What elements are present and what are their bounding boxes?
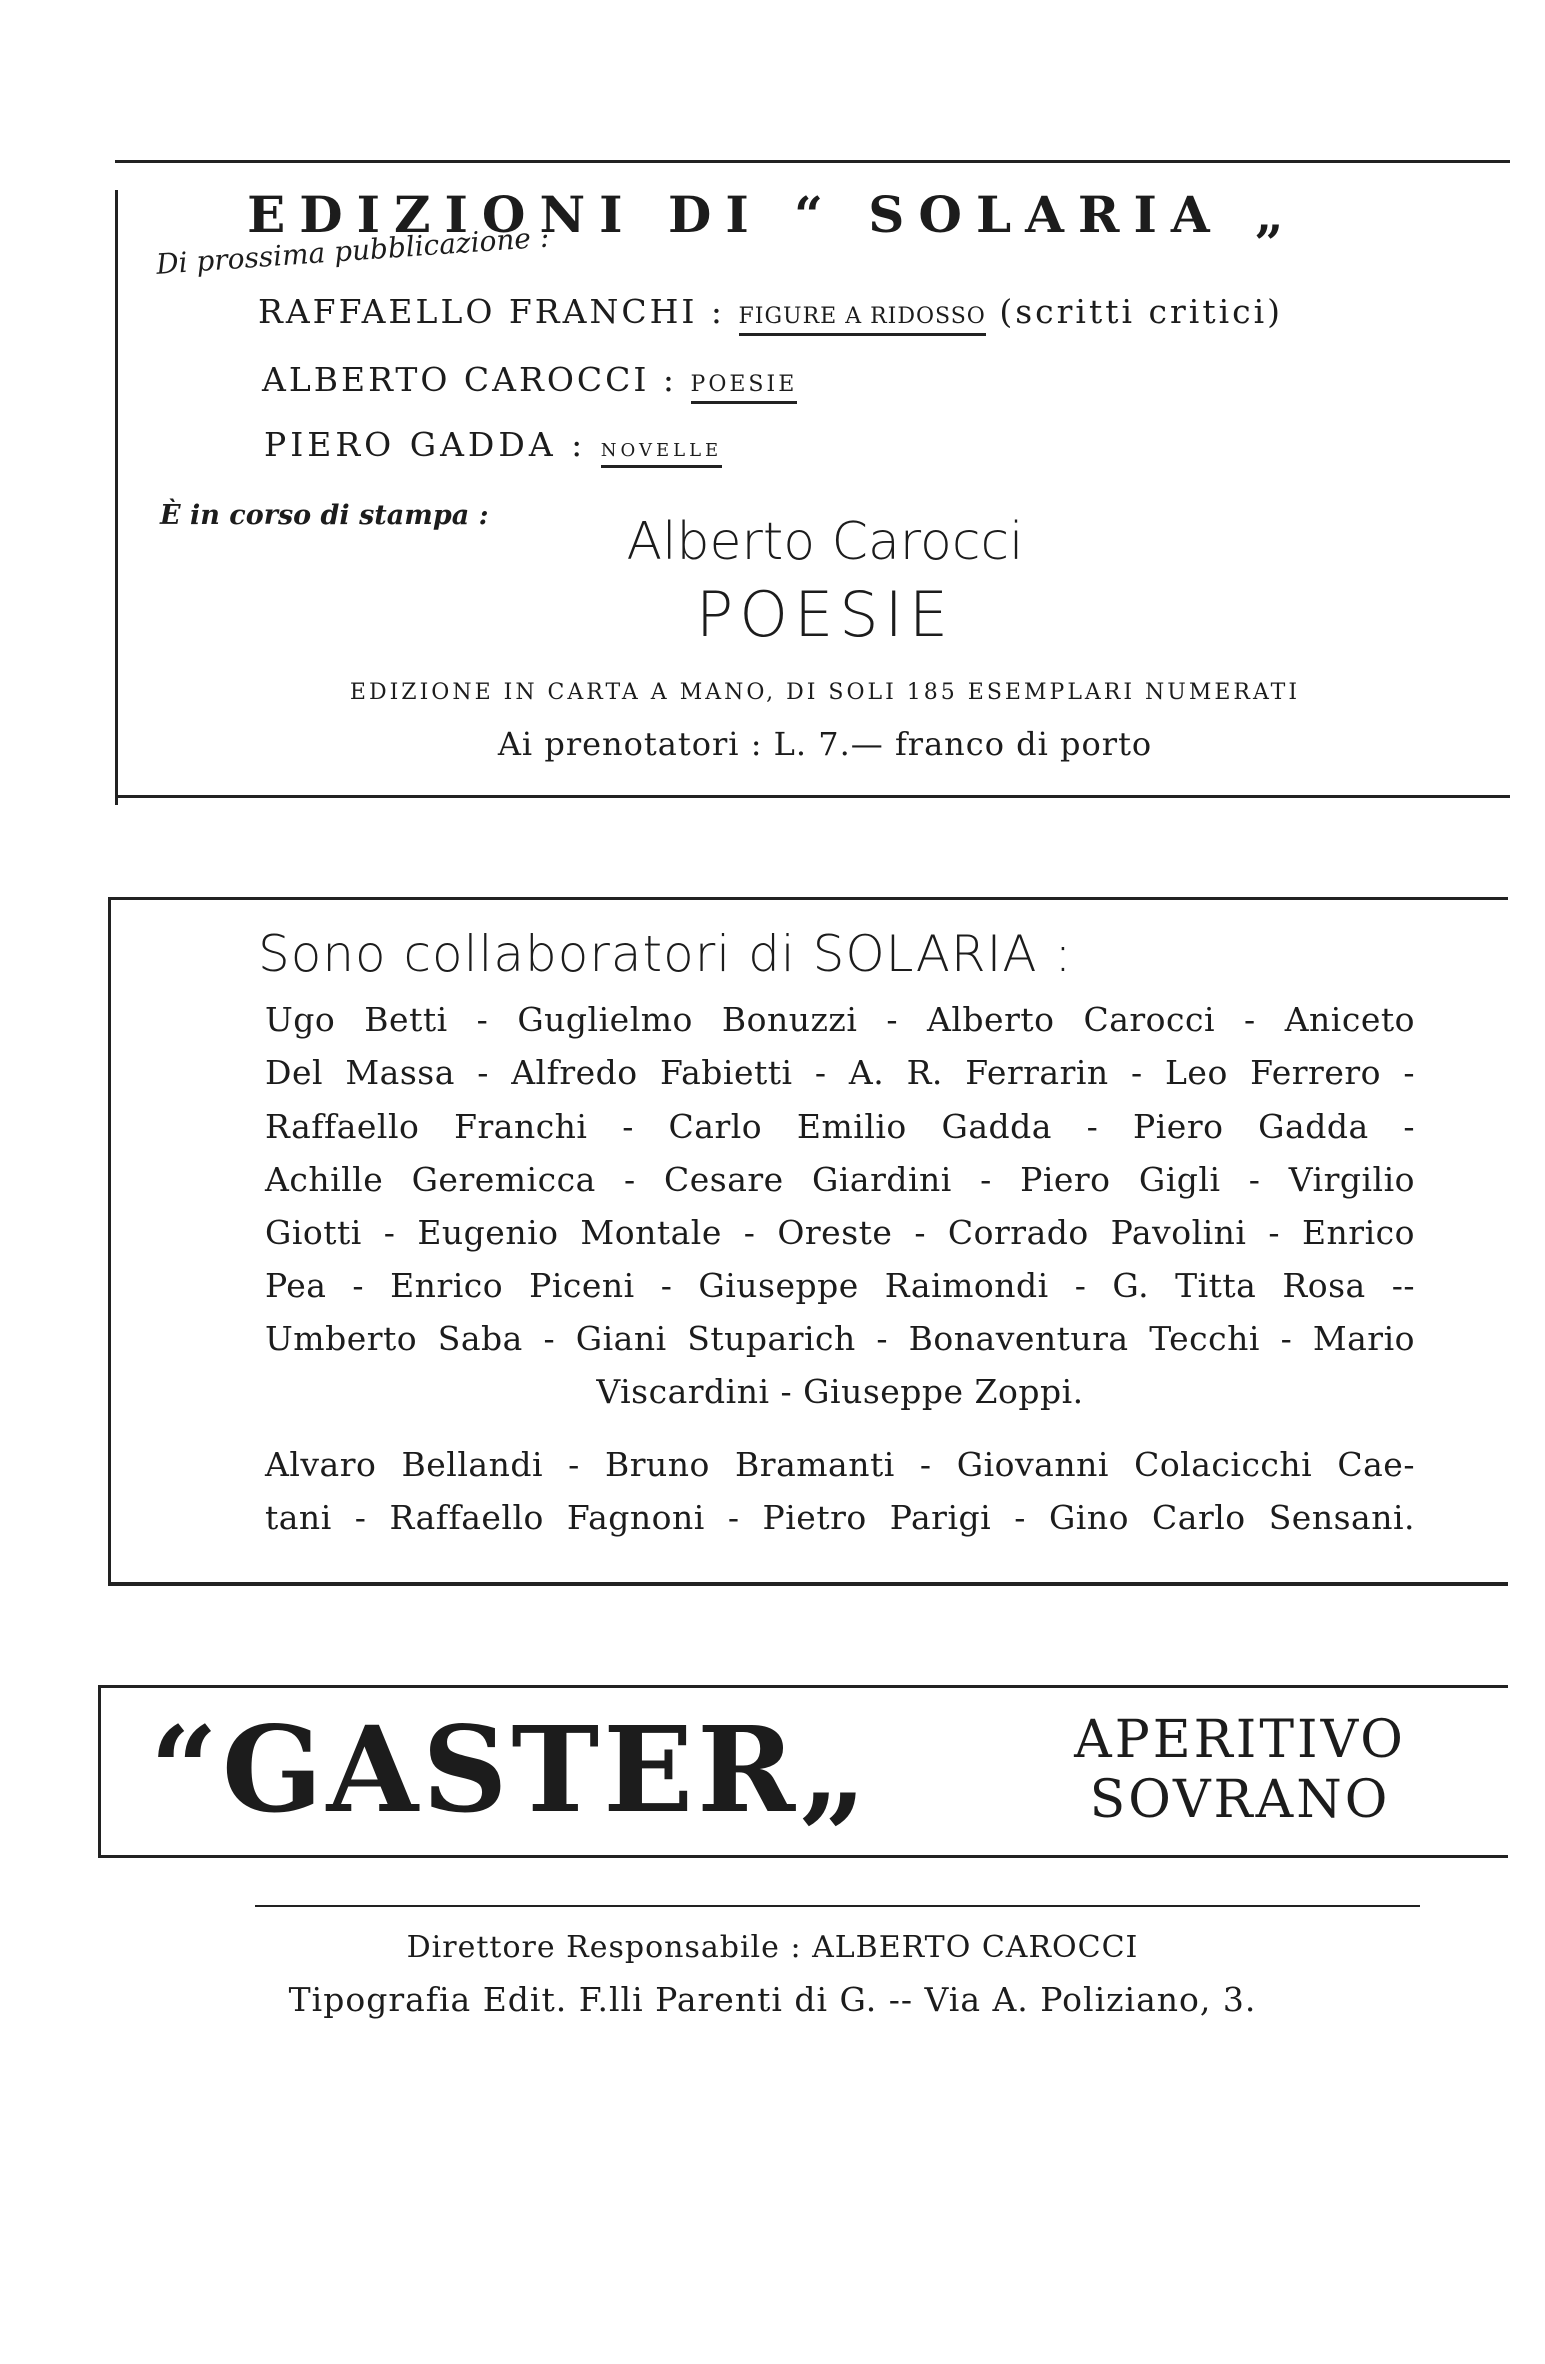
top-rule [115, 160, 1510, 163]
price-note: Ai prenotatori : L. 7.— franco di porto [497, 725, 1153, 763]
in-print-label: È in corso di stampa : [160, 500, 489, 531]
collaborator-line: Pea - Enrico Piceni - Giuseppe Raimondi - G. Titta Rosa -- [265, 1266, 1415, 1305]
collaborator-line: Umberto Saba - Giani Stuparich - Bonaventura Tecchi - Mario [265, 1319, 1415, 1358]
upcoming-title: POESIE [691, 372, 798, 404]
upcoming-label: Di prossima pubblicazione : [155, 220, 551, 281]
artist-line: tani - Raffaello Fagnoni - Pietro Parigi - Gino Carlo Sensani. [265, 1498, 1415, 1537]
artist-line: Alvaro Bellandi - Bruno Bramanti - Giovanni Colacicchi Cae- [265, 1445, 1415, 1484]
edition-note: EDIZIONE IN CARTA A MANO, DI SOLI 185 ESEMPLARI NUMERATI [349, 680, 1301, 705]
collaborator-line: Raffaello Franchi - Carlo Emilio Gadda - Piero Gadda - [265, 1107, 1415, 1146]
upcoming-title: FIGURE A RIDOSSO [739, 304, 986, 336]
collaborator-line: Ugo Betti - Guglielmo Bonuzzi - Alberto Carocci - Aniceto [265, 1000, 1415, 1039]
bottom-rule [108, 1582, 1508, 1586]
left-rule [115, 190, 118, 805]
left-rule [108, 900, 111, 1585]
upcoming-item [258, 292, 1283, 331]
featured-author: Alberto Carocci [626, 512, 1024, 572]
left-rule [98, 1688, 101, 1858]
top-rule [98, 1685, 1508, 1688]
collaborator-line: Del Massa - Alfredo Fabietti - A. R. Ferrarin - Leo Ferrero - [265, 1053, 1415, 1092]
upcoming-note: (scritti critici) [999, 292, 1284, 331]
bottom-rule [115, 795, 1510, 798]
upcoming-author: RAFFAELLO FRANCHI : [258, 292, 726, 331]
upcoming-author: ALBERTO CAROCCI : [262, 360, 678, 399]
brand-name: “GASTER„ [150, 1700, 872, 1839]
featured-title: POESIE [695, 578, 955, 651]
collaborators-heading: Sono collaboratori di SOLARIA : [258, 925, 1073, 983]
collaborator-last-line: Viscardini - Giuseppe Zoppi. [596, 1372, 1084, 1411]
edizioni-heading: EDIZIONI DI “ SOLARIA „ [247, 185, 1298, 244]
bottom-rule [98, 1855, 1508, 1858]
director-line: Direttore Responsabile : ALBERTO CAROCCI [406, 1930, 1139, 1965]
collaborator-line: Giotti - Eugenio Montale - Oreste - Corrado Pavolini - Enrico [265, 1213, 1415, 1252]
upcoming-item [262, 360, 797, 399]
tagline-aperitivo: APERITIVO [1074, 1710, 1406, 1770]
footer-rule [255, 1905, 1420, 1907]
printer-line: Tipografia Edit. F.lli Parenti di G. -- Via A. Poliziano, 3. [288, 1980, 1257, 2019]
collaborator-line: Achille Geremicca - Cesare Giardini - Piero Gigli - Virgilio [265, 1160, 1415, 1199]
top-rule [108, 897, 1508, 900]
upcoming-item [264, 425, 722, 464]
tagline-sovrano: SOVRANO [1089, 1770, 1391, 1830]
upcoming-title: NOVELLE [601, 440, 722, 468]
upcoming-author: PIERO GADDA : [264, 425, 587, 464]
